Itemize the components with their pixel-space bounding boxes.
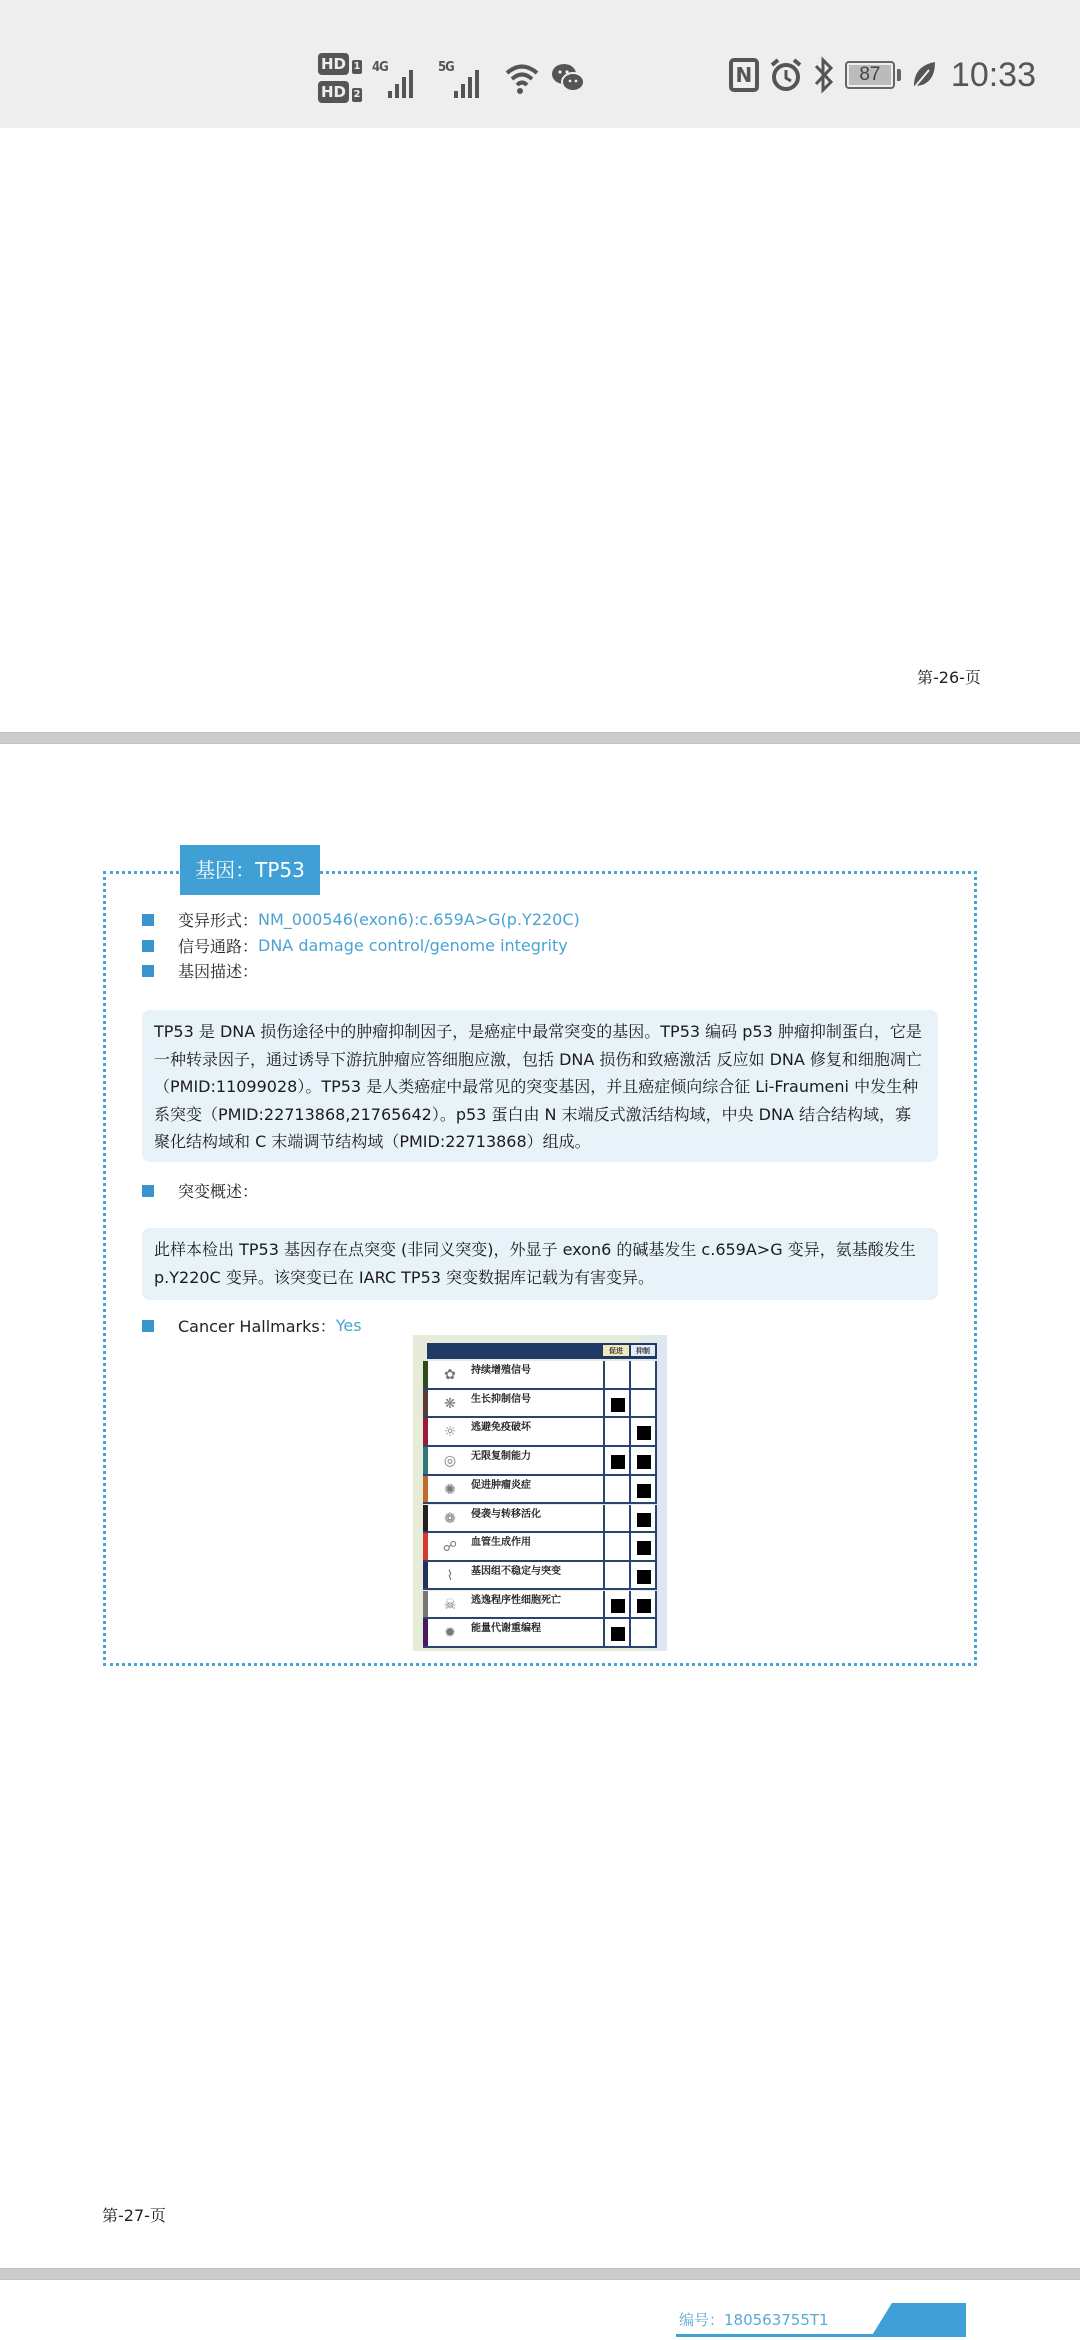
- filled-mark-icon: [637, 1455, 651, 1469]
- suppress-cell: [629, 1390, 657, 1417]
- mutation-overview-label: 突变概述：: [178, 1182, 259, 1201]
- hd-2-icon: HD 2: [318, 81, 362, 103]
- filled-mark-icon: [637, 1426, 651, 1440]
- filled-mark-icon: [611, 1398, 625, 1412]
- hallmark-name: 侵袭与转移活化: [471, 1508, 541, 1520]
- variant-row: [142, 908, 580, 931]
- battery-icon: [845, 61, 901, 89]
- hallmarks-header: [427, 1343, 657, 1359]
- cancer-hallmarks-value: Yes: [335, 1316, 362, 1335]
- suppress-cell: [629, 1591, 657, 1618]
- hallmark-illustration-icon: ☍: [442, 1539, 458, 1556]
- cancer-hallmarks-label: Cancer Hallmarks：: [178, 1317, 336, 1336]
- clock: 10:33: [950, 55, 1036, 94]
- hallmark-illustration-icon: ❁: [444, 1510, 456, 1527]
- cancer-hallmarks-figure: [413, 1335, 667, 1651]
- suppress-cell: [629, 1562, 657, 1589]
- status-right: [729, 50, 1036, 100]
- cancer-hallmarks-row: [142, 1314, 362, 1337]
- pathway-label: 信号通路：: [178, 937, 259, 956]
- suppress-cell: [629, 1619, 657, 1646]
- bullet-square-icon: [142, 940, 154, 952]
- suppress-cell: [629, 1418, 657, 1445]
- hd-1-icon: HD 1: [318, 53, 362, 75]
- suppress-cell: [629, 1447, 657, 1474]
- hallmark-name: 生长抑制信号: [471, 1393, 531, 1405]
- report-id-header: [676, 2303, 966, 2340]
- status-left: [318, 48, 586, 108]
- column-suppress: 抑制: [631, 1345, 655, 1356]
- hallmark-name: 无限复制能力: [471, 1451, 531, 1463]
- gene-desc-row: [142, 959, 258, 982]
- gene-title-tab: 基因：TP53: [180, 845, 320, 895]
- filled-mark-icon: [637, 1599, 651, 1613]
- filled-mark-icon: [611, 1627, 625, 1641]
- hallmark-name: 持续增殖信号: [471, 1365, 531, 1376]
- alarm-icon: [769, 57, 803, 93]
- hallmark-name: 逃避免疫破坏: [471, 1422, 531, 1434]
- hallmark-row: [423, 1361, 657, 1390]
- mutation-overview-row: [142, 1179, 258, 1202]
- hallmark-illustration-icon: ❋: [444, 1395, 456, 1412]
- gene-description-text: TP53 是 DNA 损伤途径中的肿瘤抑制因子，是癌症中最常突变的基因。TP53 编码 p53 肿瘤抑制蛋白，它是一种转录因子，通过诱导下游抗肿瘤应答细胞应激，包括 DNA 损伤和致癌激活 反应如 DNA 修复和细胞凋亡（PMID:11099028）。TP53 是人类癌症中最常见的突变基因，并且癌症倾向综合征 Li-Fraumeni 中发生种系突变（PMID:22713868,21765642）。p53 蛋白由 N 末端反式激活结构域，中央 DNA 结合结构域，寡聚化结构域和 C 末端调节结构域（PMID:22713868）组成。: [142, 1010, 938, 1162]
- hallmark-illustration-icon: ⌇: [446, 1567, 454, 1584]
- filled-mark-icon: [637, 1484, 651, 1498]
- bullet-square-icon: [142, 1320, 154, 1332]
- hallmark-name: 血管生成作用: [471, 1537, 531, 1549]
- gene-desc-label: 基因描述：: [178, 962, 259, 981]
- promote-cell: [603, 1562, 629, 1589]
- promote-cell: [603, 1447, 629, 1474]
- hallmark-name: 促进肿瘤炎症: [471, 1479, 531, 1491]
- promote-cell: [603, 1533, 629, 1560]
- pdf-page-26: [0, 128, 1080, 732]
- filled-mark-icon: [611, 1599, 625, 1613]
- promote-cell: [603, 1390, 629, 1417]
- variant-value: NM_000546(exon6):c.659A>G(p.Y220C): [258, 910, 580, 929]
- hallmark-row: [423, 1562, 657, 1591]
- hallmark-color-stripe: [423, 1619, 428, 1646]
- hallmark-illustration-icon: ☠: [443, 1596, 457, 1613]
- hallmark-color-stripe: [423, 1505, 428, 1532]
- hallmark-illustration-icon: ✿: [444, 1367, 456, 1383]
- filled-mark-icon: [637, 1570, 651, 1584]
- bullet-square-icon: [142, 965, 154, 977]
- hallmark-name: 逃逸程序性细胞死亡: [471, 1594, 561, 1606]
- hallmark-color-stripe: [423, 1562, 428, 1589]
- variant-label: 变异形式：: [178, 911, 259, 930]
- battery-level: 87: [849, 65, 891, 85]
- wifi-icon: [504, 60, 540, 96]
- hallmark-color-stripe: [423, 1361, 428, 1388]
- signal-5g-icon: 5G: [438, 58, 494, 98]
- hallmark-row: [423, 1476, 657, 1505]
- promote-cell: [603, 1505, 629, 1532]
- header-tab-shape: [871, 2303, 966, 2337]
- suppress-cell: [629, 1533, 657, 1560]
- page-number: 第-26-页: [917, 668, 981, 687]
- filled-mark-icon: [611, 1455, 625, 1469]
- mutation-overview-text: 此样本检出 TP53 基因存在点突变 (非同义突变)，外显子 exon6 的碱基发生 c.659A>G 变异，氨基酸发生 p.Y220C 变异。该突变已在 IARC TP53 突变数据库记载为有害变异。: [142, 1228, 938, 1300]
- hallmark-illustration-icon: ✹: [444, 1625, 456, 1642]
- hallmark-color-stripe: [423, 1533, 428, 1560]
- suppress-cell: [629, 1361, 657, 1388]
- bullet-square-icon: [142, 1185, 154, 1197]
- bluetooth-icon: [813, 56, 835, 94]
- suppress-cell: [629, 1476, 657, 1503]
- wechat-icon: [550, 60, 586, 96]
- page-separator: [0, 732, 1080, 744]
- hallmark-illustration-icon: ☼: [443, 1424, 457, 1441]
- hallmark-name: 基因组不稳定与突变: [471, 1565, 561, 1577]
- promote-cell: [603, 1418, 629, 1445]
- promote-cell: [603, 1476, 629, 1503]
- hallmark-row: [423, 1533, 657, 1562]
- filled-mark-icon: [637, 1513, 651, 1527]
- hallmark-name: 能量代谢重编程: [471, 1623, 541, 1635]
- hallmark-row: [423, 1591, 657, 1620]
- hallmark-color-stripe: [423, 1476, 428, 1503]
- nfc-icon: N: [729, 58, 759, 92]
- hallmark-row: [423, 1505, 657, 1534]
- pathway-row: [142, 934, 568, 957]
- promote-cell: [603, 1591, 629, 1618]
- leaf-eco-icon: [911, 60, 937, 90]
- page-separator: [0, 2268, 1080, 2280]
- status-bar: [0, 0, 1080, 128]
- hallmark-row: [423, 1390, 657, 1419]
- report-id: 编号：180563755T1: [679, 2311, 829, 2329]
- pathway-value: DNA damage control/genome integrity: [258, 936, 568, 955]
- signal-4g-icon: 4G: [372, 58, 428, 98]
- hallmark-row: [423, 1447, 657, 1476]
- hallmark-illustration-icon: ✺: [444, 1481, 456, 1498]
- suppress-cell: [629, 1505, 657, 1532]
- hallmark-color-stripe: [423, 1447, 428, 1474]
- filled-mark-icon: [637, 1541, 651, 1555]
- hallmark-color-stripe: [423, 1390, 428, 1417]
- hallmark-illustration-icon: ◎: [443, 1453, 457, 1470]
- hallmark-row: [423, 1418, 657, 1447]
- hallmark-color-stripe: [423, 1418, 428, 1445]
- hallmark-color-stripe: [423, 1591, 428, 1618]
- column-promote: 促进: [603, 1345, 629, 1356]
- promote-cell: [603, 1619, 629, 1646]
- page-number: 第-27-页: [102, 2206, 166, 2225]
- hallmark-row: [423, 1619, 657, 1648]
- bullet-square-icon: [142, 914, 154, 926]
- promote-cell: [603, 1361, 629, 1388]
